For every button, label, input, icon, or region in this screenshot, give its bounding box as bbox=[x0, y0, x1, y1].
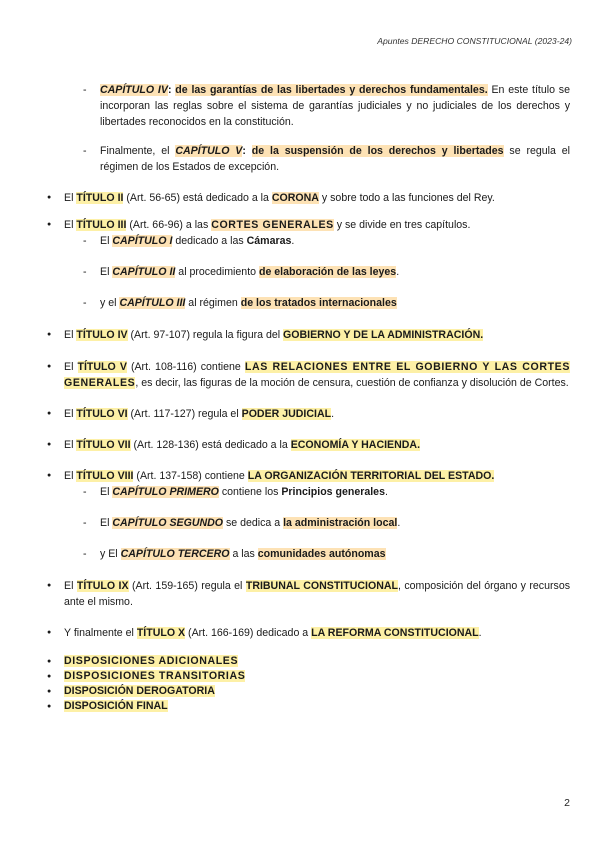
sub-item-capitulo-iii bbox=[100, 295, 570, 311]
list-item-disposiciones-transitorias bbox=[62, 669, 570, 684]
sub-item-capitulo-segundo bbox=[100, 515, 570, 531]
sub-item-capitulo-primero bbox=[100, 484, 570, 500]
item-text: contiene los bbox=[218, 486, 282, 498]
item-text: El bbox=[64, 329, 77, 341]
item-text: El bbox=[64, 580, 77, 592]
list-item-disposicion-derogatoria bbox=[62, 684, 570, 699]
highlight-text: ECONOMÍA Y HACIENDA. bbox=[290, 439, 421, 451]
item-text: El bbox=[64, 470, 77, 482]
chapter-label: CAPÍTULO II bbox=[112, 266, 176, 278]
item-text: y se divide en tres capítulos. bbox=[333, 219, 471, 231]
title-label: TÍTULO IX bbox=[76, 580, 129, 592]
chapter-label: CAPÍTULO TERCERO bbox=[120, 548, 230, 560]
chapter-title: de las garantías de las libertades y derechos fundamentales. bbox=[175, 84, 488, 96]
highlight-text: CORTES GENERALES bbox=[211, 219, 334, 231]
sub-item-capitulo-ii bbox=[100, 264, 570, 280]
item-text: . bbox=[397, 517, 401, 529]
list-item-disposicion-final bbox=[62, 699, 570, 714]
item-text: El bbox=[64, 192, 77, 204]
item-text: , composición del órgano y recursos ante el mismo. bbox=[64, 580, 571, 608]
bold-text: Principios generales bbox=[281, 486, 385, 498]
chapter-label: CAPÍTULO IV bbox=[100, 84, 168, 96]
document-body bbox=[62, 82, 570, 714]
item-text: y El bbox=[100, 548, 121, 560]
item-text: y sobre todo a las funciones del Rey. bbox=[318, 192, 495, 204]
item-text: . bbox=[331, 408, 335, 420]
list-item-titulo-iii bbox=[62, 217, 570, 233]
highlight-text: LA ORGANIZACIÓN TERRITORIAL DEL ESTADO. bbox=[247, 470, 495, 482]
highlight-text: LAS RELACIONES ENTRE EL GOBIERNO Y LAS CORTES GENERALES bbox=[64, 361, 570, 389]
list-item-titulo-viii bbox=[62, 468, 570, 484]
item-text: dedicado a las bbox=[172, 235, 247, 247]
item-text: . bbox=[396, 266, 400, 278]
item-text: El bbox=[100, 235, 113, 247]
highlight-text: la administración local bbox=[283, 517, 398, 529]
highlight-text: GOBIERNO Y DE LA ADMINISTRACIÓN. bbox=[283, 329, 484, 341]
highlight-text: PODER JUDICIAL bbox=[241, 408, 332, 420]
item-text: (Art. 137-158) contiene bbox=[133, 470, 248, 482]
title-label: TÍTULO V bbox=[77, 361, 127, 373]
item-text: . bbox=[291, 235, 295, 247]
item-text: (Art. 66-96) a las bbox=[126, 219, 212, 231]
list-item-titulo-ix bbox=[62, 578, 570, 610]
list-item-capitulo-v: - Finalmente, el CAPÍTULO V: de la suspensión de los derechos y libertades se regula el régimen de los Estados de excepción. bbox=[100, 143, 570, 175]
highlight-text: DISPOSICIONES ADICIONALES bbox=[64, 655, 239, 667]
item-text: El bbox=[64, 408, 77, 420]
sub-item-capitulo-tercero bbox=[100, 546, 570, 562]
item-text: Finalmente, el bbox=[100, 145, 176, 157]
highlight-text: DISPOSICIÓN DEROGATORIA bbox=[64, 685, 215, 697]
highlight-text: comunidades autónomas bbox=[257, 548, 386, 560]
title-label: TÍTULO VI bbox=[76, 408, 128, 420]
item-text: Y finalmente el bbox=[64, 627, 137, 639]
bold-text: Cámaras bbox=[246, 235, 292, 247]
highlight-text: DISPOSICIONES TRANSITORIAS bbox=[64, 670, 246, 682]
item-text: . bbox=[384, 486, 388, 498]
item-text: En este título se incorporan las reglas sobre el sistema de garantías judiciales y no judiciales de los derechos y libertades reconocidos en la constitución. bbox=[100, 84, 570, 128]
item-text: El bbox=[100, 517, 113, 529]
item-text: (Art. 117-127) regula el bbox=[127, 408, 242, 420]
chapter-label: CAPÍTULO V bbox=[175, 145, 243, 157]
highlight-text: DISPOSICIÓN FINAL bbox=[64, 700, 168, 712]
item-text: (Art. 108-116) contiene bbox=[126, 361, 245, 373]
highlight-text: CORONA bbox=[271, 192, 319, 204]
item-text: se dedica a bbox=[223, 517, 284, 529]
document-header: Apuntes DERECHO CONSTITUCIONAL (2023-24) bbox=[377, 36, 572, 46]
title-label: TÍTULO VIII bbox=[76, 470, 134, 482]
item-text: (Art. 159-165) regula el bbox=[128, 580, 246, 592]
title-label: TÍTULO X bbox=[136, 627, 186, 639]
list-item-capitulo-iv: - CAPÍTULO IV: de las garantías de las libertades y derechos fundamentales. En este título se incorporan las reglas sobre el sistema de garantías judiciales y no judiciales de los derechos y libertades reconocidos en la constitución. bbox=[100, 82, 570, 130]
highlight-text: de elaboración de las leyes bbox=[258, 266, 397, 278]
item-text: , es decir, las figuras de la moción de censura, cuestión de confianza y disolución de Cortes. bbox=[135, 377, 569, 389]
item-text: El bbox=[64, 439, 77, 451]
item-text: (Art. 128-136) está dedicado a la bbox=[130, 439, 291, 451]
item-text: El bbox=[100, 266, 113, 278]
highlight-text: TRIBUNAL CONSTITUCIONAL bbox=[245, 580, 398, 592]
item-text: El bbox=[100, 486, 113, 498]
item-text: se regula el régimen de los Estados de excepción. bbox=[100, 145, 570, 173]
chapter-label: CAPÍTULO PRIMERO bbox=[112, 486, 219, 498]
sub-item-capitulo-i bbox=[100, 233, 570, 249]
highlight-text: LA REFORMA CONSTITUCIONAL bbox=[311, 627, 479, 639]
page-number: 2 bbox=[564, 797, 570, 809]
item-text: a las bbox=[229, 548, 258, 560]
item-text: El bbox=[64, 219, 77, 231]
chapter-title: de la suspensión de los derechos y libertades bbox=[251, 145, 504, 157]
title-label: TÍTULO IV bbox=[76, 329, 128, 341]
list-item-titulo-ii bbox=[62, 190, 570, 206]
title-label: TÍTULO II bbox=[76, 192, 124, 204]
item-text: El bbox=[64, 361, 78, 373]
list-item-titulo-vi bbox=[62, 406, 570, 422]
list-item-titulo-v bbox=[62, 359, 570, 391]
item-text: (Art. 56-65) está dedicado a la bbox=[123, 192, 272, 204]
title-label: TÍTULO VII bbox=[76, 439, 131, 451]
chapter-label: CAPÍTULO I bbox=[112, 235, 173, 247]
item-text: al procedimiento bbox=[175, 266, 259, 278]
item-text: al régimen bbox=[185, 297, 241, 309]
list-item-disposiciones-adicionales bbox=[62, 654, 570, 669]
item-text: (Art. 97-107) regula la figura del bbox=[127, 329, 284, 341]
item-text: (Art. 166-169) dedicado a bbox=[185, 627, 312, 639]
highlight-text: de los tratados internacionales bbox=[240, 297, 397, 309]
title-label: TÍTULO III bbox=[76, 219, 127, 231]
item-text: . bbox=[478, 627, 482, 639]
list-item-titulo-vii bbox=[62, 437, 570, 453]
list-item-titulo-x bbox=[62, 625, 570, 641]
list-item-titulo-iv bbox=[62, 327, 570, 343]
item-text: y el bbox=[100, 297, 120, 309]
chapter-label: CAPÍTULO III bbox=[119, 297, 186, 309]
chapter-label: CAPÍTULO SEGUNDO bbox=[112, 517, 224, 529]
